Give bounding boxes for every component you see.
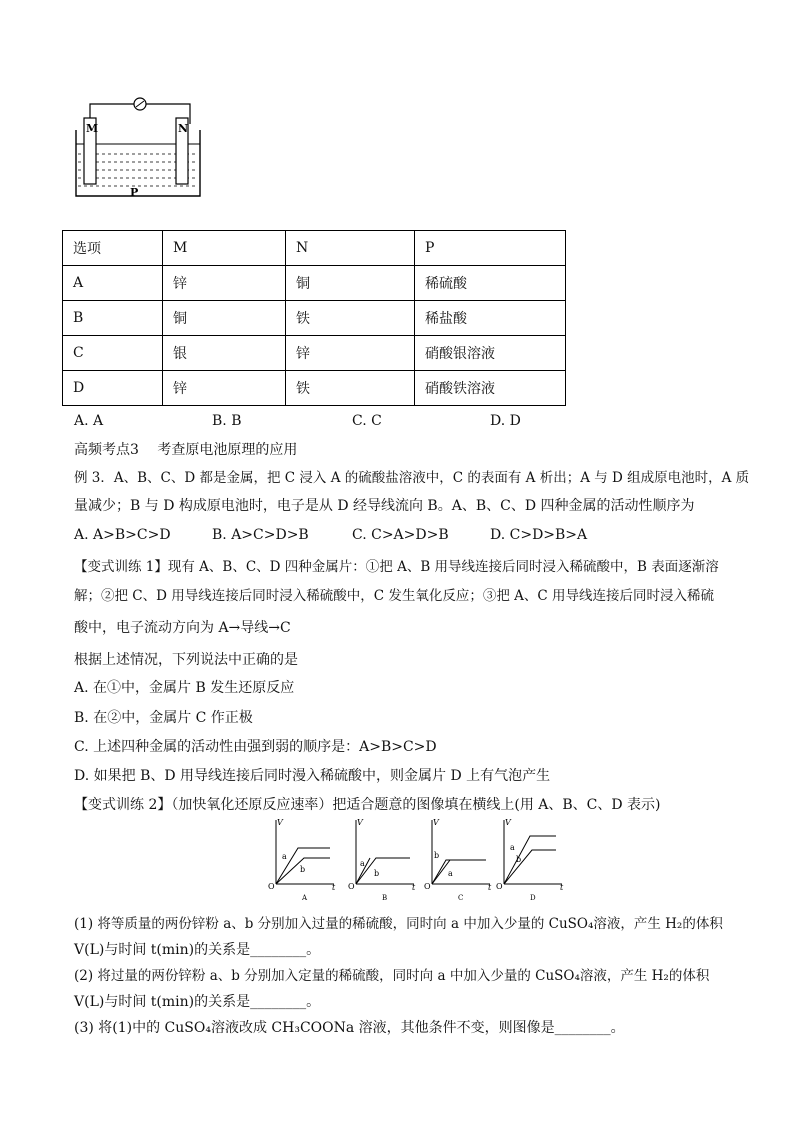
axis-y-label: V: [277, 818, 283, 827]
graph-d: [496, 818, 564, 902]
table-cell: 稀盐酸: [415, 301, 566, 336]
table-header-row: [63, 231, 566, 266]
table-cell: C: [63, 336, 163, 371]
answer-option[interactable]: A. A>B>C>D: [74, 527, 171, 543]
graph-c: [424, 818, 492, 902]
answer-option[interactable]: A. A: [74, 413, 104, 429]
curve-a-label: a: [360, 859, 365, 868]
answer-option[interactable]: B. 在②中，金属片 C 作正极: [74, 710, 253, 726]
answer-option[interactable]: C. C: [352, 413, 382, 429]
axis-y-label: V: [505, 818, 511, 827]
table-cell: A: [63, 266, 163, 301]
graph-label: C: [458, 894, 464, 902]
origin-label: O: [348, 882, 355, 891]
answer-option[interactable]: C. C>A>D>B: [352, 527, 449, 543]
table-cell: 铜: [286, 266, 415, 301]
table-cell: 银: [163, 336, 286, 371]
origin-label: O: [424, 882, 431, 891]
graph-label: A: [302, 894, 308, 902]
curve-a-label: a: [510, 843, 515, 852]
table-row: [63, 301, 566, 336]
example3-text: 例 3．A、B、C、D 都是金属，把 C 浸入 A 的硫酸盐溶液中，C 的表面有 A 析出；A 与 D 组成原电池时，A 质: [74, 470, 750, 486]
question-3[interactable]: (3) 将(1)中的 CuSO₄溶液改成 CH₃COONa 溶液，其他条件不变，则图像是________。: [74, 1020, 625, 1036]
curve-b-label: b: [374, 869, 380, 878]
table-cell: D: [63, 371, 163, 406]
axis-x-label: t: [332, 883, 336, 892]
electrode-m-label: M: [86, 122, 99, 135]
curve-b-label: b: [434, 851, 440, 860]
table-cell: 铁: [286, 371, 415, 406]
origin-label: O: [496, 882, 503, 891]
electrode-n-label: N: [178, 122, 189, 135]
answer-option[interactable]: B. A>C>D>B: [212, 527, 309, 543]
curve-b-label: b: [300, 865, 306, 874]
axis-x-label: t: [560, 883, 564, 892]
table-header-cell: 选项: [63, 231, 163, 266]
graphs-figure: [264, 814, 564, 904]
table-cell: 锌: [163, 266, 286, 301]
answer-option[interactable]: C. 上述四种金属的活动性由强到弱的顺序是：A>B>C>D: [74, 739, 437, 755]
axis-x-label: t: [412, 883, 416, 892]
answer-option[interactable]: D. 如果把 B、D 用导线连接后同时漫入稀硫酸中，则金属片 D 上有气泡产生: [74, 768, 551, 784]
curve-a-label: a: [448, 869, 453, 878]
table-row: [63, 266, 566, 301]
table-cell: 铁: [286, 301, 415, 336]
section-heading: 高频考点3 考查原电池原理的应用: [74, 442, 298, 458]
table-cell: B: [63, 301, 163, 336]
question-1: (1) 将等质量的两份锌粉 a、b 分别加入过量的稀硫酸，同时向 a 中加入少量的 CuSO₄溶液，产生 H₂的体积: [74, 916, 723, 932]
variant2-text: 【变式训练 2】（加快氧化还原反应速率）把适合题意的图像填在横线上(用 A、B、C、D 表示): [74, 797, 661, 813]
axis-y-label: V: [433, 818, 439, 827]
answer-option[interactable]: A. 在①中，金属片 B 发生还原反应: [74, 680, 295, 696]
graph-a: [268, 818, 336, 902]
answer-option[interactable]: B. B: [212, 413, 242, 429]
axis-y-label: V: [357, 818, 363, 827]
variant1-text: 【变式训练 1】现有 A、B、C、D 四种金属片：①把 A、B 用导线连接后同时浸入稀硫酸中，B 表面逐渐溶: [74, 559, 719, 575]
galvanic-cell-diagram: [68, 92, 208, 202]
graph-label: B: [382, 894, 388, 902]
curve-a-label: a: [282, 852, 287, 861]
origin-label: O: [268, 882, 275, 891]
electrolyte-p-label: P: [130, 186, 139, 199]
table-cell: 锌: [163, 371, 286, 406]
table-header-cell: P: [415, 231, 566, 266]
table-row: [63, 336, 566, 371]
graph-b: [348, 818, 416, 902]
graph-label: D: [530, 894, 536, 902]
answer-option[interactable]: D. D: [490, 413, 521, 429]
variant1-question: 根据上述情况，下列说法中正确的是: [74, 652, 298, 668]
axis-x-label: t: [488, 883, 492, 892]
answer-option[interactable]: D. C>D>B>A: [490, 527, 588, 543]
table-cell: 硝酸银溶液: [415, 336, 566, 371]
question-2: (2) 将过量的两份锌粉 a、b 分别加入定量的稀硫酸，同时向 a 中加入少量的 CuSO₄溶液，产生 H₂的体积: [74, 968, 710, 984]
question-2[interactable]: V(L)与时间 t(min)的关系是________。: [74, 994, 321, 1010]
table-header-cell: N: [286, 231, 415, 266]
variant1-text: 解；②把 C、D 用导线连接后同时浸入稀硫酸中，C 发生氧化反应；③把 A、C 用导线连接后同时浸入稀硫: [74, 588, 715, 604]
table-cell: 铜: [163, 301, 286, 336]
table-cell: 硝酸铁溶液: [415, 371, 566, 406]
variant1-text: 酸中，电子流动方向为 A→导线→C: [74, 620, 291, 636]
curve-b-label: b: [516, 855, 522, 864]
table-cell: 锌: [286, 336, 415, 371]
table-cell: 稀硫酸: [415, 266, 566, 301]
example3-text: 量减少；B 与 D 构成原电池时，电子是从 D 经导线流向 B。A、B、C、D 四种金属的活动性顺序为: [74, 498, 695, 514]
question-1[interactable]: V(L)与时间 t(min)的关系是________。: [74, 942, 321, 958]
table-row: [63, 371, 566, 406]
options-table: [62, 230, 566, 406]
table-header-cell: M: [163, 231, 286, 266]
